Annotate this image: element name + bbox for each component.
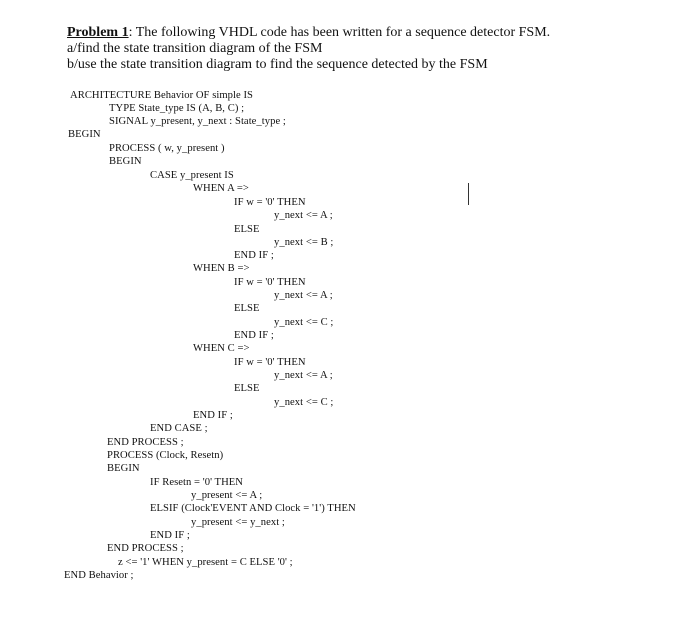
problem-part-b: b/use the state transition diagram to find the sequence detected by the FSM xyxy=(67,57,488,72)
code-line: END IF ; xyxy=(234,330,274,341)
code-line: ELSE xyxy=(234,383,260,394)
code-line: SIGNAL y_present, y_next : State_type ; xyxy=(109,116,286,127)
code-line: y_present <= y_next ; xyxy=(191,517,285,528)
code-line: END CASE ; xyxy=(150,423,208,434)
code-line: y_next <= C ; xyxy=(274,317,334,328)
code-line: y_next <= C ; xyxy=(274,397,334,408)
code-line: PROCESS (Clock, Resetn) xyxy=(107,450,224,461)
code-line: IF Resetn = '0' THEN xyxy=(150,477,243,488)
problem-intro: : The following VHDL code has been written for a sequence detector FSM. xyxy=(128,25,551,40)
problem-label: Problem 1 xyxy=(67,25,129,40)
problem-part-a: a/find the state transition diagram of the FSM xyxy=(67,41,323,56)
code-line: IF w = '0' THEN xyxy=(234,197,306,208)
code-line: IF w = '0' THEN xyxy=(234,277,306,288)
code-line: z <= '1' WHEN y_present = C ELSE '0' ; xyxy=(118,557,293,568)
code-line: BEGIN xyxy=(68,129,101,140)
code-line: y_next <= A ; xyxy=(274,210,333,221)
code-line: y_next <= A ; xyxy=(274,290,333,301)
code-line: BEGIN xyxy=(107,463,140,474)
code-line: END IF ; xyxy=(150,530,190,541)
code-line: y_next <= B ; xyxy=(274,237,334,248)
code-line: WHEN B => xyxy=(193,263,250,274)
code-line: ELSIF (Clock'EVENT AND Clock = '1') THEN xyxy=(150,503,356,514)
code-line: END Behavior ; xyxy=(64,570,134,581)
code-line: END IF ; xyxy=(193,410,233,421)
code-line: CASE y_present IS xyxy=(150,170,234,181)
code-line: y_present <= A ; xyxy=(191,490,263,501)
code-line: END IF ; xyxy=(234,250,274,261)
code-line: ELSE xyxy=(234,303,260,314)
code-line: ARCHITECTURE Behavior OF simple IS xyxy=(70,90,253,101)
code-line: PROCESS ( w, y_present ) xyxy=(109,143,225,154)
code-line: WHEN A => xyxy=(193,183,249,194)
text-cursor xyxy=(468,183,469,205)
code-line: IF w = '0' THEN xyxy=(234,357,306,368)
code-line: ELSE xyxy=(234,224,260,235)
code-line: y_next <= A ; xyxy=(274,370,333,381)
code-line: TYPE State_type IS (A, B, C) ; xyxy=(109,103,245,114)
problem-statement xyxy=(67,24,550,41)
code-line: BEGIN xyxy=(109,156,142,167)
code-line: END PROCESS ; xyxy=(107,543,184,554)
code-line: END PROCESS ; xyxy=(107,437,184,448)
code-line: WHEN C => xyxy=(193,343,250,354)
